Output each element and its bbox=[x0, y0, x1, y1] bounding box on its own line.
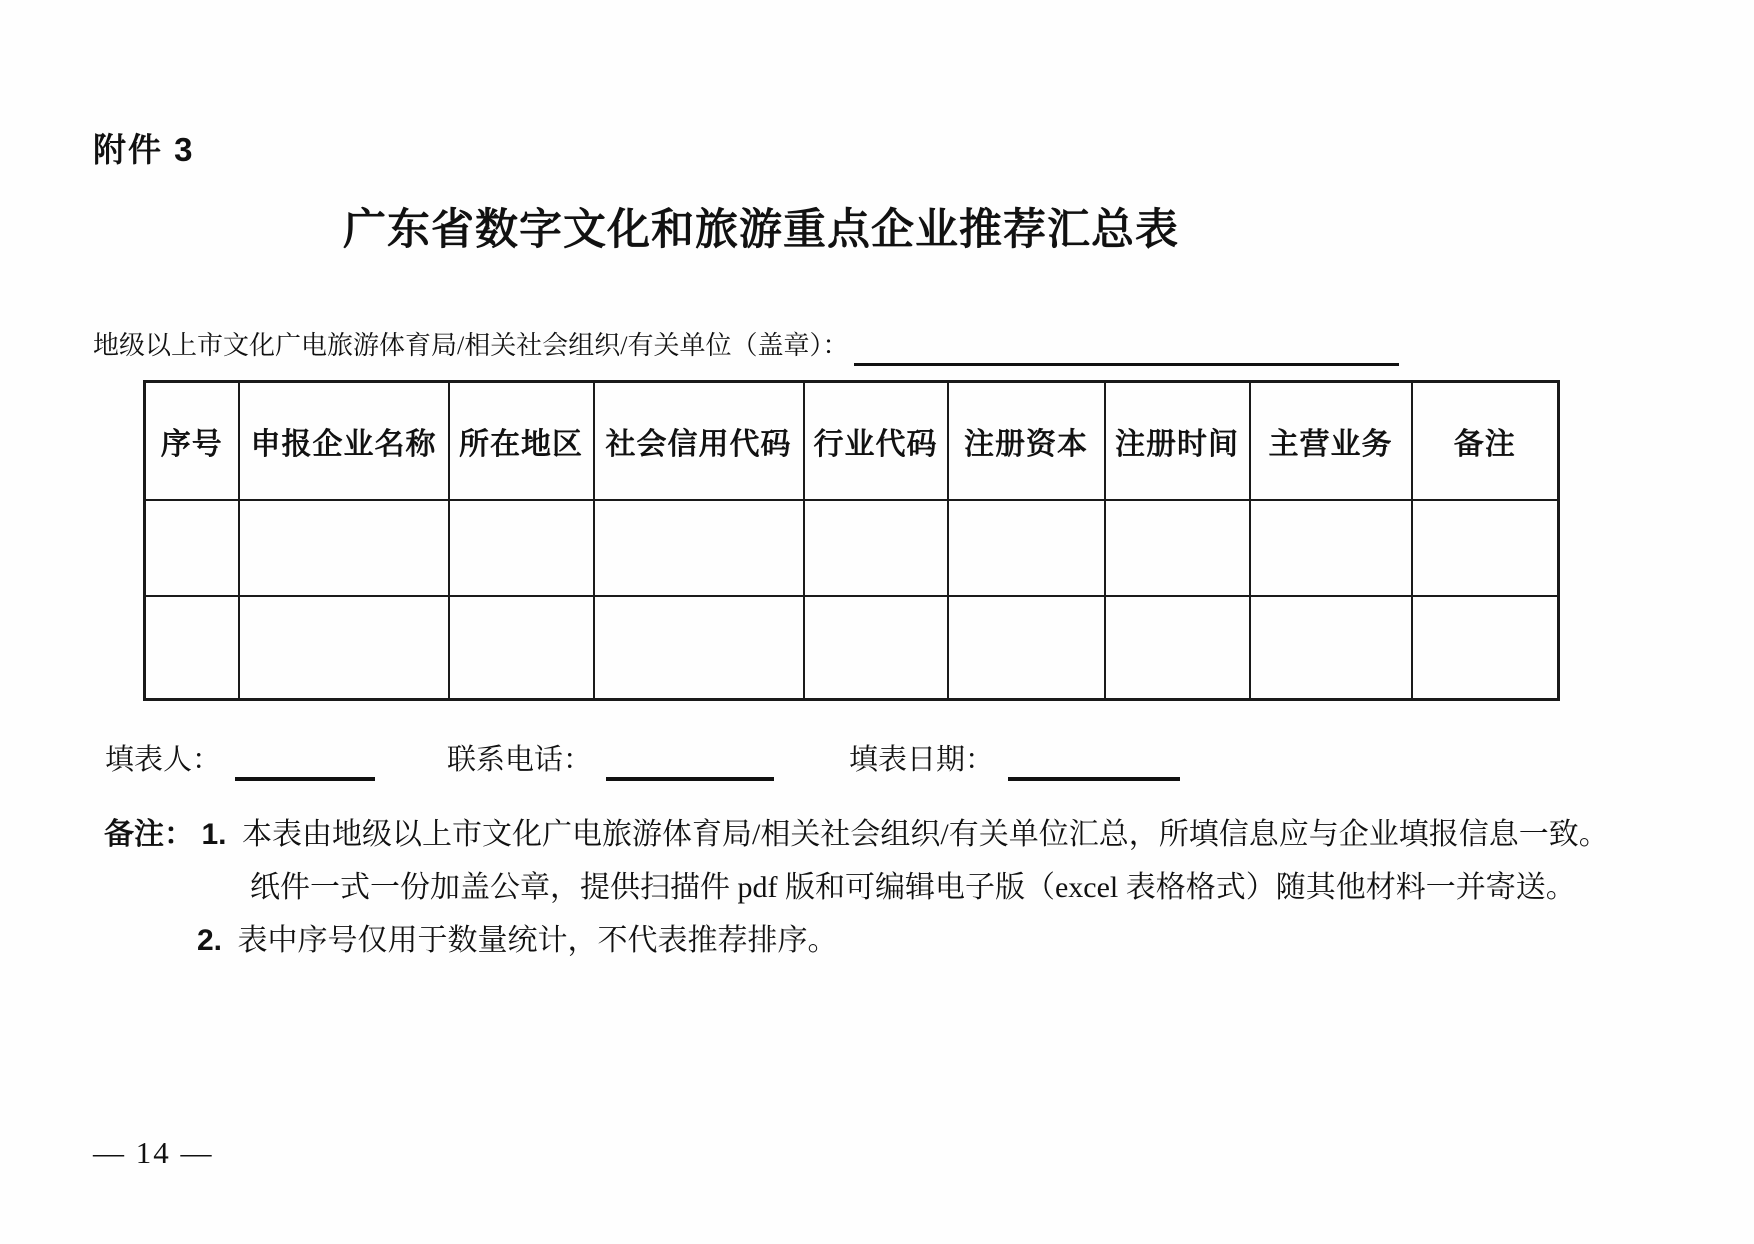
table-header-row bbox=[145, 382, 1559, 501]
contact-phone-label: 联系电话： bbox=[447, 744, 593, 776]
note-line-2 bbox=[104, 861, 1704, 914]
page-number: — 14 — bbox=[93, 1135, 214, 1170]
attachment-label: 附件 3 bbox=[93, 131, 195, 168]
stamp-line bbox=[93, 326, 1399, 366]
fill-date-label: 填表日期： bbox=[849, 744, 995, 776]
column-header-region: 所在地区 bbox=[449, 382, 594, 501]
column-header-enterprise-name: 申报企业名称 bbox=[239, 382, 449, 501]
column-header-registered-capital: 注册资本 bbox=[948, 382, 1105, 501]
table-row bbox=[145, 500, 1559, 596]
table-cell bbox=[1250, 500, 1412, 596]
note-2-text: 表中序号仅用于数量统计，不代表推荐排序。 bbox=[237, 924, 838, 957]
table-cell bbox=[594, 500, 804, 596]
table-cell bbox=[239, 500, 449, 596]
fill-date-blank-underline bbox=[1008, 741, 1180, 781]
preparer-label: 填表人： bbox=[105, 744, 222, 776]
note-1-text-line-2: 纸件一式一份加盖公章，提供扫描件 pdf 版和可编辑电子版（excel 表格格式）随其他材料一并寄送。 bbox=[250, 871, 1576, 904]
table-cell bbox=[1105, 596, 1250, 700]
note-1-text-line-1: 本表由地级以上市文化广电旅游体育局/相关社会组织/有关单位汇总，所填信息应与企业填报信息一致。 bbox=[242, 818, 1609, 851]
table-cell bbox=[145, 500, 239, 596]
enterprise-summary-table bbox=[143, 380, 1560, 701]
column-header-serial: 序号 bbox=[145, 382, 239, 501]
note-line-1 bbox=[104, 808, 1704, 861]
fill-date-field bbox=[849, 739, 1180, 781]
fill-in-fields-row bbox=[0, 735, 1754, 781]
table-cell bbox=[948, 500, 1105, 596]
note-1-number: 1. bbox=[201, 818, 227, 851]
table-cell bbox=[1412, 500, 1559, 596]
column-header-registration-time: 注册时间 bbox=[1105, 382, 1250, 501]
page-title: 广东省数字文化和旅游重点企业推荐汇总表 bbox=[343, 207, 1179, 254]
preparer-blank-underline bbox=[235, 741, 375, 781]
column-header-remarks: 备注 bbox=[1412, 382, 1559, 501]
table-cell bbox=[804, 596, 948, 700]
note-line-3 bbox=[104, 914, 1704, 967]
table-cell bbox=[145, 596, 239, 700]
table-cell bbox=[449, 500, 594, 596]
table-cell bbox=[449, 596, 594, 700]
stamp-line-label: 地级以上市文化广电旅游体育局/相关社会组织/有关单位（盖章）： bbox=[93, 331, 849, 360]
table-cell bbox=[1105, 500, 1250, 596]
contact-phone-blank-underline bbox=[606, 741, 774, 781]
stamp-blank-underline bbox=[854, 329, 1399, 366]
table-row bbox=[145, 596, 1559, 700]
notes-heading: 备注： bbox=[104, 818, 194, 851]
preparer-field bbox=[105, 739, 375, 781]
table-cell bbox=[804, 500, 948, 596]
table-cell bbox=[1250, 596, 1412, 700]
note-2-number: 2. bbox=[197, 924, 223, 957]
column-header-credit-code: 社会信用代码 bbox=[594, 382, 804, 501]
notes-section bbox=[104, 808, 1704, 967]
table-cell bbox=[594, 596, 804, 700]
contact-phone-field bbox=[447, 739, 774, 781]
table-cell bbox=[948, 596, 1105, 700]
table-cell bbox=[1412, 596, 1559, 700]
column-header-industry-code: 行业代码 bbox=[804, 382, 948, 501]
column-header-main-business: 主营业务 bbox=[1250, 382, 1412, 501]
table-cell bbox=[239, 596, 449, 700]
